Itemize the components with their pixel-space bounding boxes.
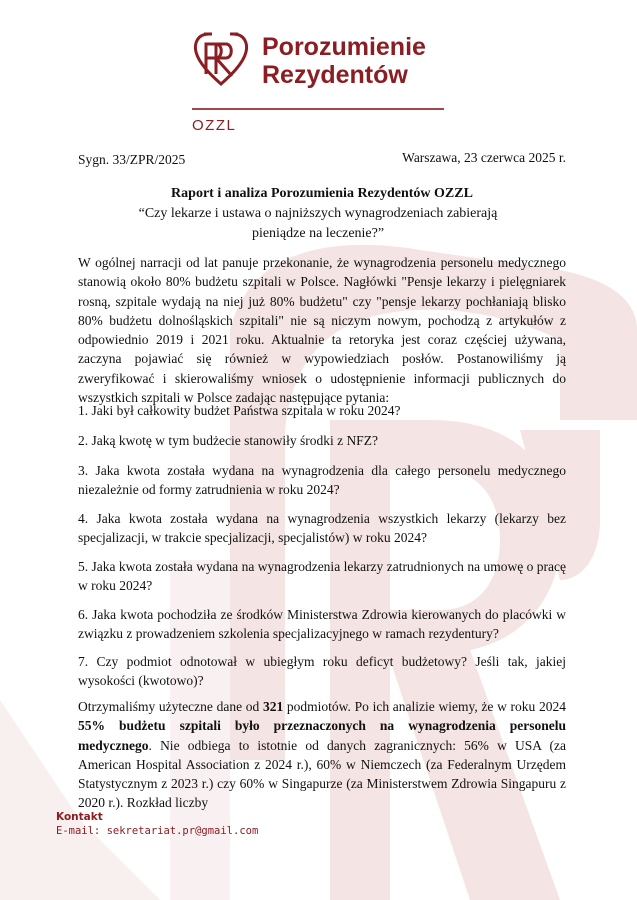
place-date: Warszawa, 23 czerwca 2025 r. xyxy=(402,150,566,165)
document-title: Raport i analiza Porozumienia Rezydentów OZZL xyxy=(171,186,473,201)
question-2: 2. Jaką kwotę w tym budżecie stanowiły środki z NFZ? xyxy=(78,433,378,448)
heart-stethoscope-logo-icon xyxy=(192,30,250,88)
question-7: 7. Czy podmiot odnotował w ubiegłym roku deficyt budżetowy? Jeśli tak, jakiej wysokości (kwotowo)? xyxy=(78,654,566,689)
results-paragraph xyxy=(78,697,566,813)
question-1: 1. Jaki był całkowity budżet Państwa szpitala w roku 2024? xyxy=(78,403,401,418)
logo-subtitle: OZZL xyxy=(192,117,237,134)
question-3: 3. Jaka kwota została wydana na wynagrodzenia dla całego personelu medycznego niezależnie od formy zatrudnienia w roku 2024? xyxy=(78,463,566,498)
respondent-count: 321 xyxy=(262,699,284,714)
results-text-2: podmiotów. Po ich analizie wiemy, że w roku 2024 xyxy=(283,699,566,714)
question-4: 4. Jaka kwota została wydana na wynagrodzenia wszystkich lekarzy (lekarzy bez specjalizacji, w trakcie specjalizacji, specjalistów) w roku 2024? xyxy=(78,511,566,546)
contact-email[interactable]: E-mail: sekretariat.pr@gmail.com xyxy=(56,825,259,837)
intro-paragraph: W ogólnej narracji od lat panuje przekonanie, że wynagrodzenia personelu medycznego stanowią około 80% budżetu szpitali w Polsce. Nagłówki "Pensje lekarzy i pielęgniarek rosną, szpitale wydają na niej już 80% budżetu" czy "pensje lekarzy pochłaniają blisko 80% budżetu dolnośląskich szpitali" nie są niczym nowym, pochodzą z artykułów z odpowiednio 2019 i 2021 roku. Aktualnie ta retoryka jest coraz częściej używana, zaczyna pojawiać się również w wypowiedziach posłów. Postanowiliśmy ją zweryfikować i skierowaliśmy wniosek o udostępnienie informacji publicznych do wszystkich szpitali w Polsce zadając następujące pytania: xyxy=(78,255,566,406)
contact-label: Kontakt xyxy=(56,811,103,823)
document-subtitle: “Czy lekarze i ustawa o najniższych wynagrodzeniach zabierają pieniądze na leczenie?” xyxy=(138,206,498,241)
reference-number: Sygn. 33/ZPR/2025 xyxy=(78,152,186,167)
key-finding: 55% budżetu szpitali było przeznaczonych na wynagrodzenia personelu medycznego xyxy=(78,718,566,753)
logo-title-line2: Rezydentów xyxy=(262,61,408,89)
logo-divider xyxy=(192,108,444,110)
question-6: 6. Jaka kwota pochodziła ze środków Ministerstwa Zdrowia kierowanych do placówki w związku z prowadzeniem szkolenia specjalizacyjnego w ramach rezydentury? xyxy=(78,607,566,642)
question-5: 5. Jaka kwota została wydana na wynagrodzenia lekarzy zatrudnionych na umowę o pracę w roku 2024? xyxy=(78,559,566,594)
results-text-3: . Nie odbiega to istotnie od danych zagranicznych: 56% w USA (za American Hospital Association z 2024 r.), 60% w Niemczech (za Federalnym Urzędem Statystycznym z 2023 r.) czy 60% w Singapurze (za Ministerstwem Zdrowia Singapuru z 2020 r.). Rozkład liczby xyxy=(78,737,566,811)
logo-title-line1: Porozumienie xyxy=(262,33,426,61)
results-text-1: Otrzymaliśmy użyteczne dane od xyxy=(78,699,263,714)
